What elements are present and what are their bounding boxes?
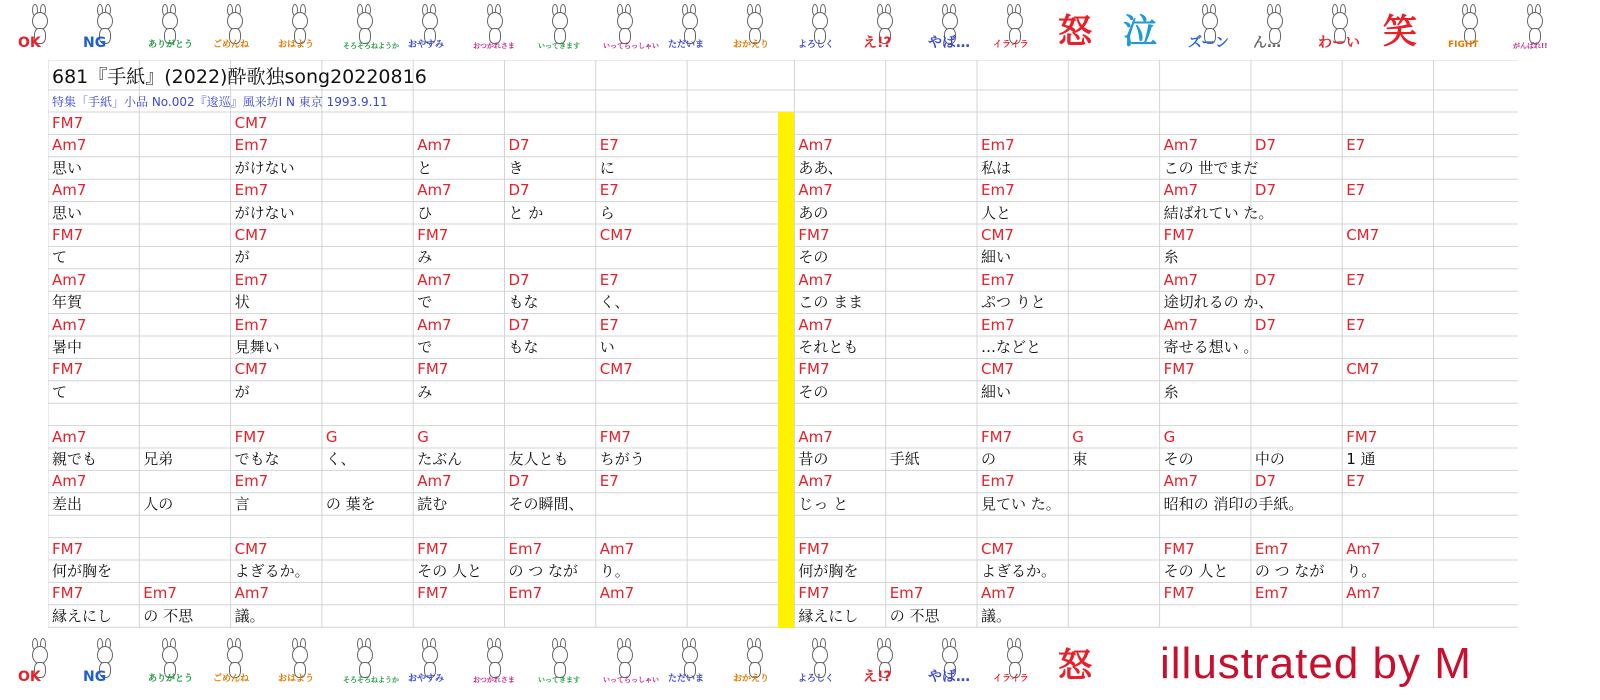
sticker-caption: え!? <box>863 669 892 685</box>
rabbit-tired-icon <box>473 10 513 50</box>
chord-cell: FM7 <box>417 584 449 603</box>
chord-cell: CM7 <box>1346 226 1380 244</box>
lyric-cell: 縁えにし <box>52 606 113 625</box>
chord-cell: E7 <box>1346 472 1366 491</box>
rabbit-morning-icon <box>278 10 318 50</box>
sticker-caption: がんばれ!! <box>1513 42 1548 50</box>
chord-cell: Am7 <box>1163 270 1199 289</box>
rabbit-ok-icon <box>18 644 58 684</box>
lyric-cell: 細い <box>981 248 1012 267</box>
sticker-caption: ごめんね <box>213 674 250 684</box>
chord-cell: CM7 <box>981 226 1014 244</box>
chord-cell: CM7 <box>1346 360 1380 379</box>
lyric-cell: 見てい た。 <box>981 494 1061 513</box>
chord-cell: Am7 <box>1163 472 1199 491</box>
illustrator-credit: illustrated by M <box>1160 639 1472 688</box>
lyric-cell: この まま <box>798 293 864 312</box>
lyric-cell: ひ <box>417 203 433 222</box>
chord-cell: E7 <box>1346 181 1366 200</box>
sticker-caption: よろしく <box>798 40 835 50</box>
rabbit-morning-icon <box>278 644 318 684</box>
rabbit-home-icon <box>668 644 708 684</box>
chord-cell: Am7 <box>798 136 833 155</box>
lyric-cell: 昔の <box>798 450 829 468</box>
chord-cell: FM7 <box>417 226 449 244</box>
rabbit-ok-icon <box>18 10 58 50</box>
sticker-caption: おはよう <box>278 674 315 684</box>
lyric-cell: その瞬間、 <box>508 494 584 513</box>
lyric-cell: 束 <box>1072 450 1088 468</box>
chord-cell: Am7 <box>798 472 833 491</box>
sticker-caption: いってらっしゃい <box>603 676 659 684</box>
sticker-caption: いってきます <box>538 676 580 684</box>
lyric-cell: り。 <box>599 562 630 580</box>
lyric-cell: に <box>599 158 615 177</box>
lyric-cell: 人と <box>981 203 1012 222</box>
chord-cell: E7 <box>1346 136 1366 155</box>
chord-cell: CM7 <box>599 226 633 244</box>
lyric-cell: 1 通 <box>1346 450 1376 468</box>
sticker-caption: ズーン <box>1188 35 1230 51</box>
lyric-cell: 読む <box>417 494 448 513</box>
lyric-cell: き <box>508 158 524 177</box>
chord-cell: Am7 <box>234 584 270 603</box>
chord-cell: FM7 <box>599 427 631 446</box>
lyric-cell: 見舞い <box>234 338 280 356</box>
chord-cell: CM7 <box>234 539 268 558</box>
chord-cell: D7 <box>508 181 530 200</box>
chord-cell: CM7 <box>599 360 633 379</box>
chord-cell: FM7 <box>52 226 84 244</box>
lyric-cell: 糸 <box>1163 248 1179 267</box>
chord-cell: FM7 <box>1163 360 1195 379</box>
rabbit-welcome-icon <box>733 10 773 50</box>
chord-cell: FM7 <box>52 114 84 132</box>
chord-cell: Am7 <box>52 427 87 446</box>
sticker-caption: おはよう <box>278 40 315 50</box>
chord-cell: D7 <box>1254 181 1276 200</box>
lyric-cell: の つ なが <box>508 562 579 580</box>
rabbit-goodnight-icon <box>408 10 448 50</box>
chord-cell: Em7 <box>234 181 269 200</box>
chord-cell: Em7 <box>889 584 924 603</box>
rabbit-goodbye-icon <box>538 10 578 50</box>
chord-cell: E7 <box>599 136 619 155</box>
lyric-cell: 人の <box>143 494 174 513</box>
sticker-caption: NG <box>83 669 107 685</box>
chord-cell: Em7 <box>981 472 1015 491</box>
rabbit-tired-icon <box>473 644 513 684</box>
chord-cell: CM7 <box>981 360 1014 379</box>
chord-cell: FM7 <box>798 539 830 558</box>
sticker-kanji: 笑 <box>1383 12 1417 52</box>
lyric-cell: と か <box>508 203 544 222</box>
chord-cell: Am7 <box>981 584 1016 603</box>
chord-cell: Am7 <box>798 270 833 289</box>
song-subtitle: 特集「手紙」小品 No.002『逡巡』風来坊I N 東京 1993.9.11 <box>52 95 388 109</box>
rabbit-yabai-icon <box>928 10 968 50</box>
sticker-caption: おかえり <box>733 40 770 50</box>
lyric-cell: その <box>798 382 829 401</box>
chord-cell: Em7 <box>1254 539 1289 558</box>
rabbit-sleep-icon <box>343 10 399 50</box>
lyric-cell: 中の <box>1254 450 1285 468</box>
chord-cell: Em7 <box>508 584 543 603</box>
rabbit-sleep-icon <box>343 644 399 684</box>
lyric-cell: の <box>981 450 997 468</box>
chord-cell: Am7 <box>52 181 87 200</box>
chord-cell: FM7 <box>417 360 449 379</box>
lyric-cell: 年賀 <box>52 293 83 312</box>
chord-cell: G <box>1163 427 1176 446</box>
sticker-caption: やば… <box>928 669 970 685</box>
sticker-caption: そろそろねようか <box>343 42 399 50</box>
chord-cell: Em7 <box>981 270 1015 289</box>
lyric-cell: て <box>52 382 68 401</box>
lyric-cell: たぶん <box>417 450 463 468</box>
lyric-cell: でもな <box>234 450 280 468</box>
chord-cell: Em7 <box>234 136 269 155</box>
chord-cell: Em7 <box>981 315 1015 334</box>
chord-cell: Em7 <box>234 315 269 334</box>
lyric-cell: がけない <box>234 158 295 177</box>
lyric-cell: 思い <box>52 158 83 177</box>
lyric-cell: の つ なが <box>1254 562 1325 580</box>
lyric-cell: く、 <box>599 293 630 312</box>
sticker-caption: え!? <box>863 35 892 51</box>
chord-cell: Em7 <box>143 584 177 603</box>
chord-cell: FM7 <box>798 360 830 379</box>
chord-cell: D7 <box>508 472 530 491</box>
rabbit-surprise-icon <box>863 10 903 50</box>
lyric-cell: その <box>1163 450 1194 468</box>
rabbit-ng-icon <box>83 10 123 50</box>
lyric-cell: じっ と <box>798 494 849 513</box>
lyric-cell: 議。 <box>234 606 265 625</box>
sticker-kanji: 怒 <box>1058 12 1092 52</box>
chord-cell: FM7 <box>52 584 84 603</box>
rabbit-ganbare-icon <box>1513 10 1553 50</box>
chord-cell: Am7 <box>417 136 452 155</box>
sticker-caption: おつかれさま <box>473 42 515 50</box>
chord-cell: G <box>1072 427 1084 446</box>
sticker-caption: いってきます <box>538 42 580 50</box>
sticker-caption: イライラ <box>993 674 1029 684</box>
chord-cell: Am7 <box>798 181 833 200</box>
lyric-cell: 縁えにし <box>798 606 859 625</box>
lyric-cell: 友人とも <box>508 450 569 468</box>
chord-cell: CM7 <box>234 226 268 244</box>
sticker-caption: ありがとう <box>148 674 194 684</box>
yellow-column-divider <box>778 112 794 628</box>
chord-cell: FM7 <box>798 226 830 244</box>
lyric-cell: …などと <box>981 338 1042 356</box>
chord-cell: Am7 <box>417 315 452 334</box>
chord-cell: Am7 <box>798 427 833 446</box>
rabbit-surprise-icon <box>863 644 903 684</box>
chord-cell: E7 <box>1346 270 1366 289</box>
sticker-caption: ごめんね <box>213 40 250 50</box>
lyric-cell: 兄弟 <box>143 450 174 468</box>
chord-cell: CM7 <box>981 539 1014 558</box>
chord-cell: CM7 <box>234 114 268 132</box>
fight-icon <box>1448 10 1488 50</box>
rabbit-see-off-icon <box>603 10 659 50</box>
sticker-caption: FIGHT <box>1448 40 1479 50</box>
rabbit-goodbye-icon <box>538 644 578 684</box>
lyric-cell: もな <box>508 293 539 312</box>
chord-cell: FM7 <box>1163 584 1195 603</box>
chord-cell: Am7 <box>1163 136 1199 155</box>
chord-cell: G <box>417 427 429 446</box>
rabbit-thanks-icon <box>148 10 194 50</box>
lyric-cell: ぷつ りと <box>981 293 1046 312</box>
laugh-kanji-icon <box>1383 10 1423 50</box>
rabbit-irritated-icon <box>993 644 1033 684</box>
lyric-cell: 細い <box>981 382 1012 401</box>
lyric-cell: よぎるか。 <box>981 562 1057 580</box>
sticker-caption: OK <box>18 35 41 51</box>
lyric-cell: の 不思 <box>143 606 194 625</box>
lyric-cell: み <box>417 248 433 267</box>
sticker-caption: やば… <box>928 35 970 51</box>
rabbit-sorry-icon <box>213 644 253 684</box>
lyric-cell: と <box>417 158 433 177</box>
chord-cell: Am7 <box>52 472 87 491</box>
lyric-cell: 寄せる想い 。 <box>1163 338 1259 356</box>
chord-cell: D7 <box>1254 136 1276 155</box>
rabbit-sorry-icon <box>213 10 253 50</box>
chord-cell: Am7 <box>1346 584 1381 603</box>
chord-cell: Em7 <box>981 181 1015 200</box>
rabbit-regards-icon <box>798 644 838 684</box>
lyric-cell: がけない <box>234 203 295 222</box>
chord-cell: D7 <box>508 270 530 289</box>
rabbit-thanks-icon <box>148 644 194 684</box>
rabbit-ng-icon <box>83 644 123 684</box>
chord-cell: FM7 <box>1163 539 1195 558</box>
lyric-cell: の 不思 <box>889 606 940 625</box>
chord-cell: Am7 <box>1163 315 1199 334</box>
song-title: 681『手紙』(2022)酔歌独song20220816 <box>52 66 427 88</box>
chord-cell: Am7 <box>417 181 452 200</box>
lyric-cell: その 人と <box>1163 562 1229 580</box>
rabbit-zuun-icon <box>1188 10 1228 50</box>
sticker-caption: おやすみ <box>408 674 445 684</box>
lyric-cell: 議。 <box>981 606 1012 625</box>
chord-cell: Am7 <box>1163 181 1199 200</box>
lyric-cell: 糸 <box>1163 382 1179 401</box>
lyric-cell: り。 <box>1346 562 1377 580</box>
rabbit-regards-icon <box>798 10 838 50</box>
rabbit-home-icon <box>668 10 708 50</box>
chord-cell: Am7 <box>599 539 635 558</box>
sticker-caption: ただいま <box>668 674 705 684</box>
chord-cell: Am7 <box>52 270 87 289</box>
lyric-cell: その 人と <box>417 562 482 580</box>
lyric-cell: 差出 <box>52 494 83 513</box>
rabbit-see-off-icon <box>603 644 659 684</box>
sticker-caption: ただいま <box>668 40 705 50</box>
chord-cell: Em7 <box>1254 584 1289 603</box>
anger-kanji-icon <box>1058 644 1098 684</box>
chord-cell: E7 <box>599 315 619 334</box>
lyric-cell: 手紙 <box>889 450 920 468</box>
sticker-caption: おやすみ <box>408 40 445 50</box>
chord-cell: Am7 <box>417 270 452 289</box>
sticker-caption: OK <box>18 669 41 685</box>
rabbit-yabai-icon <box>928 644 968 684</box>
rabbit-irritated-icon <box>993 10 1033 50</box>
lyric-cell: 途切れるの か、 <box>1163 293 1274 312</box>
lyric-cell: 何が胸を <box>798 562 859 580</box>
chord-cell: FM7 <box>798 584 830 603</box>
chord-cell: FM7 <box>1163 226 1195 244</box>
lyric-cell: み <box>417 382 433 401</box>
sticker-kanji: 怒 <box>1058 646 1092 686</box>
lyric-cell: で <box>417 338 433 356</box>
lyric-cell: 私は <box>981 158 1012 177</box>
lyric-cell: 親でも <box>52 450 98 468</box>
sticker-caption: イライラ <box>993 40 1029 50</box>
lyric-cell: て <box>52 248 68 267</box>
chord-cell: FM7 <box>417 539 449 558</box>
chord-cell: Em7 <box>234 270 269 289</box>
lyric-cell: この 世でまだ <box>1163 158 1259 177</box>
lyric-cell: その <box>798 248 829 267</box>
chord-cell: Em7 <box>981 136 1015 155</box>
sticker-caption: ありがとう <box>148 40 194 50</box>
lyric-cell: それとも <box>798 338 859 356</box>
chord-cell: Am7 <box>599 584 635 603</box>
sticker-caption: いってらっしゃい <box>603 42 659 50</box>
lyric-cell: 何が胸を <box>52 562 113 580</box>
chord-cell: D7 <box>508 136 530 155</box>
lyric-cell: 思い <box>52 203 83 222</box>
lyric-cell: 昭和の 消印の手紙。 <box>1163 494 1304 513</box>
chord-cell: D7 <box>1254 270 1276 289</box>
chord-cell: FM7 <box>981 427 1013 446</box>
lyric-cell: ああ、 <box>798 158 843 177</box>
chord-cell: FM7 <box>52 539 84 558</box>
cry-kanji-icon <box>1123 10 1163 50</box>
lyric-cell: 結ばれてい た。 <box>1163 203 1274 222</box>
chord-cell: D7 <box>508 315 530 334</box>
rabbit-goodnight-icon <box>408 644 448 684</box>
chord-cell: Am7 <box>52 136 87 155</box>
chord-cell: Am7 <box>417 472 452 491</box>
chord-cell: E7 <box>1346 315 1366 334</box>
chord-lyric-sheet <box>48 60 1518 628</box>
lyric-cell: あの <box>798 203 829 222</box>
chord-cell: Em7 <box>234 472 269 491</box>
chord-cell: E7 <box>599 181 619 200</box>
lyric-cell: が <box>234 382 250 401</box>
sticker-caption: よろしく <box>798 674 835 684</box>
rabbit-welcome-icon <box>733 644 773 684</box>
lyric-cell: よぎるか。 <box>234 562 310 580</box>
sticker-caption: NG <box>83 35 107 51</box>
chord-cell: Am7 <box>798 315 833 334</box>
chord-cell: FM7 <box>1346 427 1378 446</box>
chord-cell: E7 <box>599 472 619 491</box>
rabbit-hmm-icon <box>1253 10 1293 50</box>
top-sticker-strip <box>0 6 1600 54</box>
lyric-cell: の 葉を <box>325 494 376 513</box>
sticker-caption: わーい <box>1318 35 1360 51</box>
lyric-cell: が <box>234 248 250 267</box>
chord-cell: G <box>325 427 338 446</box>
anger-kanji-icon <box>1058 10 1098 50</box>
sticker-caption: そろそろねようか <box>343 676 399 684</box>
sticker-caption: おかえり <box>733 674 770 684</box>
bottom-sticker-strip <box>0 640 1600 688</box>
sticker-caption: ん… <box>1253 35 1281 51</box>
lyric-cell: もな <box>508 338 539 356</box>
lyric-cell: ちがう <box>599 450 645 468</box>
chord-cell: Em7 <box>508 539 543 558</box>
lyric-cell: く、 <box>325 450 356 468</box>
chord-cell: FM7 <box>234 427 266 446</box>
chord-cell: E7 <box>599 270 619 289</box>
chord-cell: CM7 <box>234 360 268 379</box>
chord-cell: D7 <box>1254 472 1276 491</box>
lyric-cell: 状 <box>234 293 250 312</box>
lyric-cell: ら <box>599 203 615 222</box>
chord-cell: D7 <box>1254 315 1276 334</box>
rabbit-laugh-icon <box>1318 10 1358 50</box>
lyric-cell: い <box>599 338 615 356</box>
lyric-cell: 暑中 <box>52 338 83 356</box>
lyric-cell: 言 <box>234 494 250 513</box>
chord-cell: Am7 <box>1346 539 1381 558</box>
sticker-caption: おつかれさま <box>473 676 515 684</box>
chord-cell: Am7 <box>52 315 87 334</box>
lyric-cell: で <box>417 293 433 312</box>
chord-cell: FM7 <box>52 360 84 379</box>
sticker-kanji: 泣 <box>1123 12 1157 52</box>
